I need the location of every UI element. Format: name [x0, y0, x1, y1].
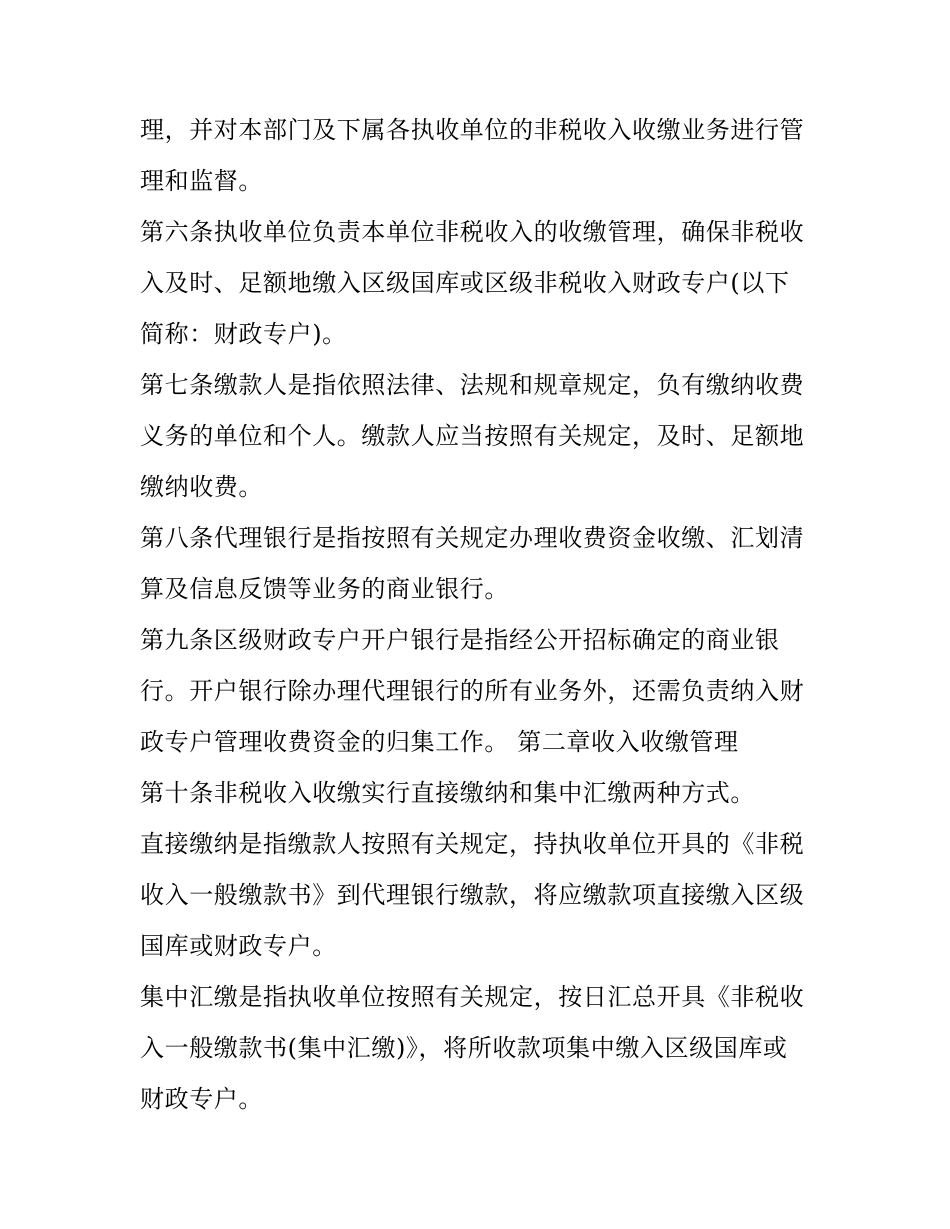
text-line: 财政专户。	[140, 1085, 263, 1113]
text-line: 简称：财政专户)。	[140, 320, 347, 348]
text-line: 第六条执收单位负责本单位非税收入的收缴管理，确保非税收	[140, 218, 805, 246]
text-line: 第九条区级财政专户开户银行是指经公开招标确定的商业银	[140, 626, 780, 654]
text-line: 第七条缴款人是指依照法律、法规和规章规定，负有缴纳收费	[140, 371, 805, 399]
text-line: 算及信息反馈等业务的商业银行。	[140, 575, 509, 603]
text-line: 义务的单位和个人。缴款人应当按照有关规定，及时、足额地	[140, 422, 805, 450]
text-line: 行。开户银行除办理代理银行的所有业务外，还需负责纳入财	[140, 677, 805, 705]
text-line: 入及时、足额地缴入区级国库或区级非税收入财政专户(以下	[140, 269, 790, 297]
text-line: 理和监督。	[140, 167, 263, 195]
text-line: 国库或财政专户。	[140, 932, 337, 960]
text-line: 理，并对本部门及下属各执收单位的非税收入收缴业务进行管	[140, 116, 805, 144]
text-line: 集中汇缴是指执收单位按照有关规定，按日汇总开具《非税收	[140, 983, 805, 1011]
text-line: 入一般缴款书(集中汇缴)》，将所收款项集中缴入区级国库或	[140, 1034, 788, 1062]
text-line: 第十条非税收入收缴实行直接缴纳和集中汇缴两种方式。	[140, 779, 755, 807]
text-line: 直接缴纳是指缴款人按照有关规定，持执收单位开具的《非税	[140, 830, 805, 858]
text-line: 政专户管理收费资金的归集工作。 第二章收入收缴管理	[140, 728, 739, 756]
text-line: 缴纳收费。	[140, 473, 263, 501]
document-body	[140, 105, 820, 1125]
text-line: 第八条代理银行是指按照有关规定办理收费资金收缴、汇划清	[140, 524, 805, 552]
text-line: 收入一般缴款书》到代理银行缴款，将应缴款项直接缴入区级	[140, 881, 805, 909]
